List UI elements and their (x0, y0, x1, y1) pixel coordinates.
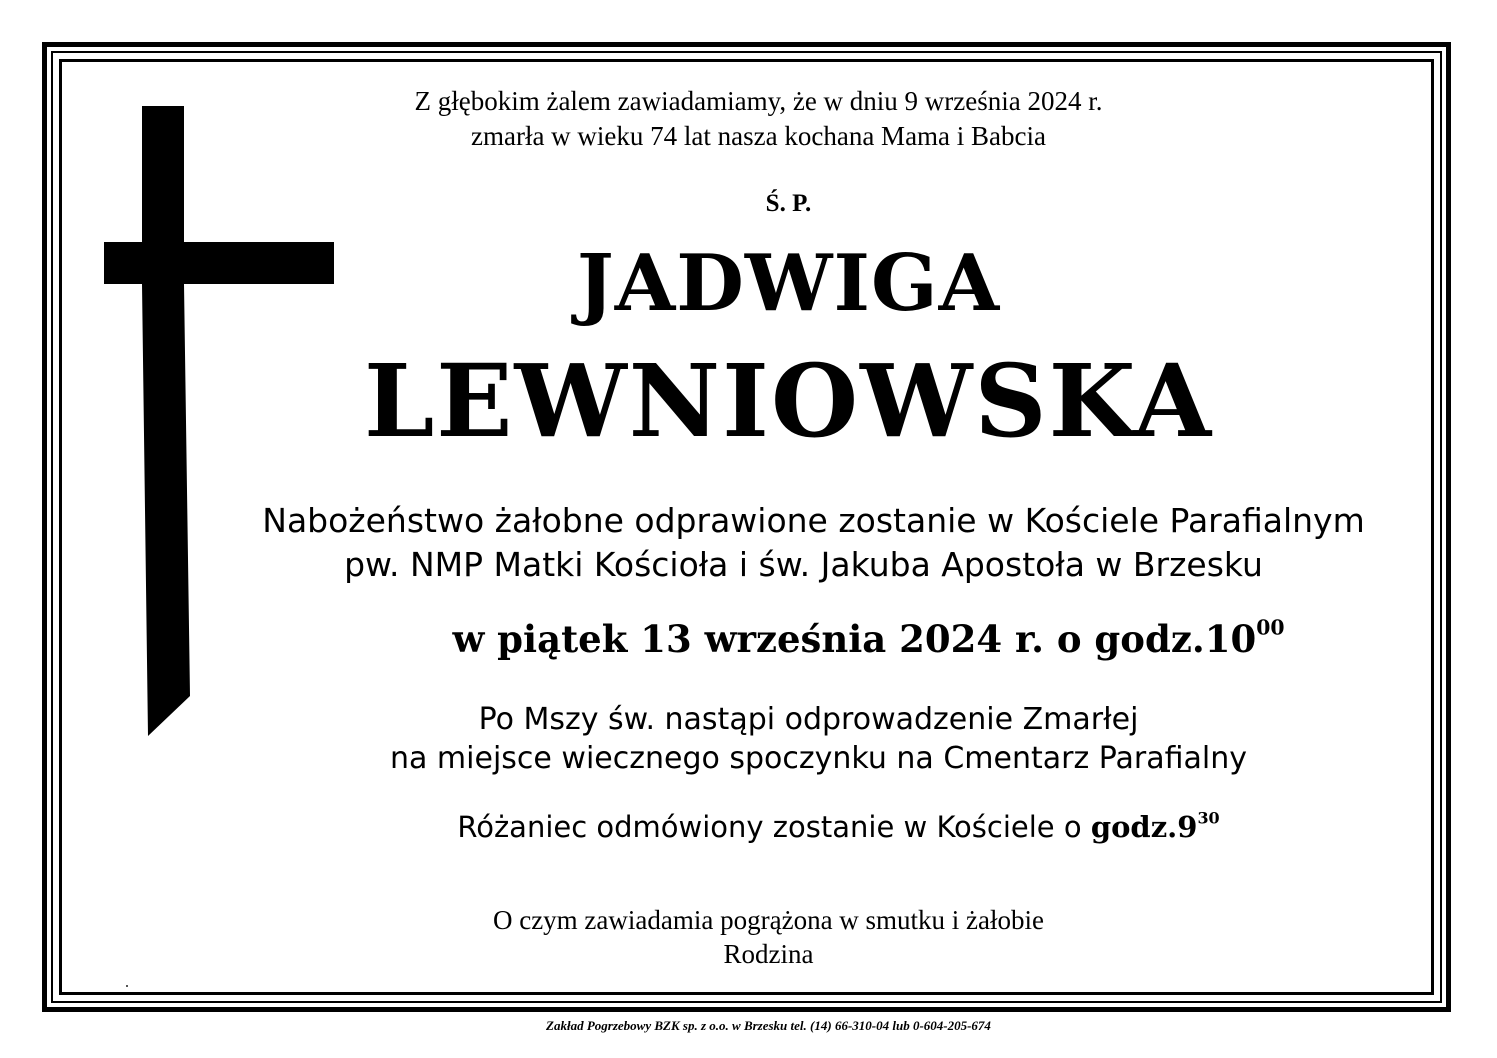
after-line-1: Po Mszy św. nastąpi odprowadzenie Zmarłej (478, 702, 1139, 737)
service-line-2: pw. NMP Matki Kościoła i św. Jakuba Apostoła w Brzesku (344, 545, 1263, 584)
intro-line-2: zmarła w wieku 74 lat nasza kochana Mama i Babcia (470, 121, 1046, 151)
closing-line-1: O czym zawiadamia pogrążona w smutku i żałobie (492, 905, 1045, 935)
last-name: LEWNIOWSKA (363, 342, 1214, 460)
funeral-date (120, 617, 1497, 661)
footer-company-info: Zakład Pogrzebowy BZK sp. z o.o. w Brzesku tel. (14) 66-310-04 lub 0-604-205-674 (546, 1018, 991, 1033)
funeral-date-minutes: 00 (1256, 615, 1285, 640)
closing-signature: Rodzina (723, 939, 814, 969)
rosary-minutes: 30 (1197, 808, 1220, 828)
first-name: JADWIGA (576, 238, 1001, 329)
intro-line-1: Z głębokim żalem zawiadamiamy, że w dniu 9 września 2024 r. (414, 86, 1103, 116)
prefix-sp: Ś. P. (765, 190, 812, 217)
rosary-time: godz.9 (1090, 810, 1198, 844)
stray-dot (126, 985, 128, 987)
after-line-2: na miejsce wiecznego spoczynku na Cmentarz Parafialny (390, 741, 1247, 776)
service-line-1: Nabożeństwo żałobne odprawione zostanie w Kościele Parafialnym (262, 501, 1365, 540)
rosary-line (90, 810, 1497, 844)
funeral-date-text: w piątek 13 września 2024 r. o godz.10 (452, 617, 1257, 661)
rosary-text: Różaniec odmówiony zostanie w Kościele o (457, 810, 1091, 844)
